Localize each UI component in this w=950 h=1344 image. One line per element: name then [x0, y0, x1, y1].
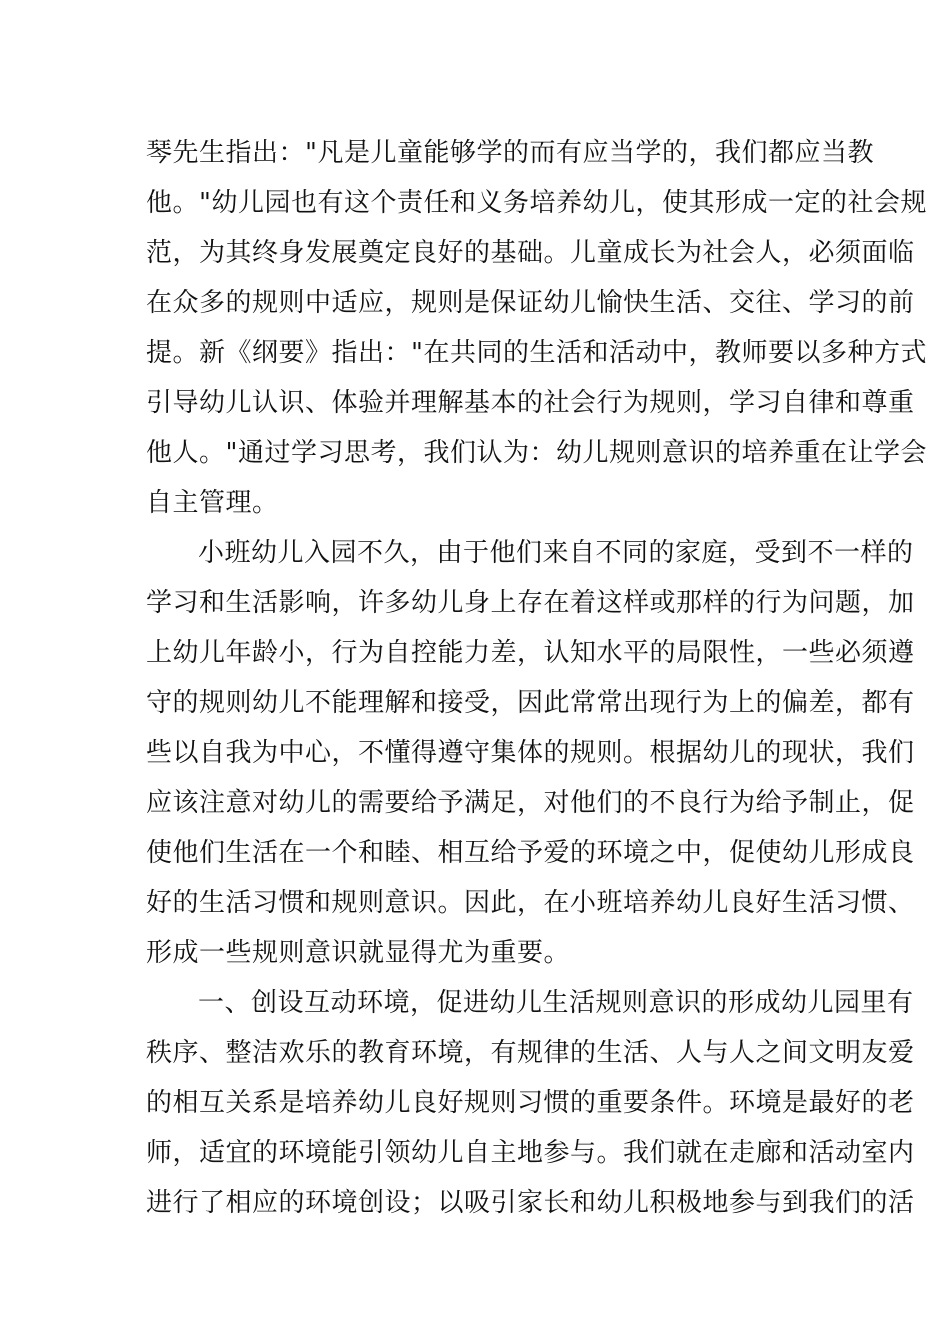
paragraph-1 [146, 128, 927, 528]
text-line: 好的生活习惯和规则意识。因此，在小班培养幼儿良好生活习惯、 [146, 888, 915, 918]
text-line: 他人。"通过学习思考，我们认为：幼儿规则意识的培养重在让学会 [146, 438, 927, 468]
text-line: 师，适宜的环境能引领幼儿自主地参与。我们就在走廊和活动室内 [146, 1138, 915, 1168]
paragraph-3 [146, 978, 915, 1228]
text-line: 使他们生活在一个和睦、相互给予爱的环境之中，促使幼儿形成良 [146, 838, 915, 868]
text-line: 琴先生指出："凡是儿童能够学的而有应当学的，我们都应当教 [146, 138, 874, 168]
text-line: 应该注意对幼儿的需要给予满足，对他们的不良行为给予制止，促 [146, 788, 915, 818]
body-text [146, 128, 927, 1228]
text-line: 范，为其终身发展奠定良好的基础。儿童成长为社会人，必须面临 [146, 238, 915, 268]
text-line: 学习和生活影响，许多幼儿身上存在着这样或那样的行为问题，加 [146, 588, 915, 618]
text-line: 形成一些规则意识就显得尤为重要。 [146, 938, 571, 968]
text-line: 引导幼儿认识、体验并理解基本的社会行为规则，学习自律和尊重 [146, 388, 915, 418]
text-line: 小班幼儿入园不久，由于他们来自不同的家庭，受到不一样的 [198, 538, 914, 568]
text-line: 守的规则幼儿不能理解和接受，因此常常出现行为上的偏差，都有 [146, 688, 915, 718]
paragraph-2 [146, 528, 915, 978]
text-line: 在众多的规则中适应，规则是保证幼儿愉快生活、交往、学习的前 [146, 288, 915, 318]
text-line: 一、创设互动环境，促进幼儿生活规则意识的形成幼儿园里有 [198, 988, 914, 1018]
text-line: 自主管理。 [146, 488, 279, 518]
text-line: 他。"幼儿园也有这个责任和义务培养幼儿，使其形成一定的社会规 [146, 188, 927, 218]
text-line: 进行了相应的环境创设；以吸引家长和幼儿积极地参与到我们的活 [146, 1188, 915, 1218]
text-line: 提。新《纲要》指出："在共同的生活和活动中，教师要以多种方式 [146, 338, 927, 368]
text-line: 些以自我为中心，不懂得遵守集体的规则。根据幼儿的现状，我们 [146, 738, 915, 768]
text-line: 上幼儿年龄小，行为自控能力差，认知水平的局限性，一些必须遵 [146, 638, 915, 668]
text-line: 秩序、整洁欢乐的教育环境，有规律的生活、人与人之间文明友爱 [146, 1038, 915, 1068]
text-line: 的相互关系是培养幼儿良好规则习惯的重要条件。环境是最好的老 [146, 1088, 915, 1118]
